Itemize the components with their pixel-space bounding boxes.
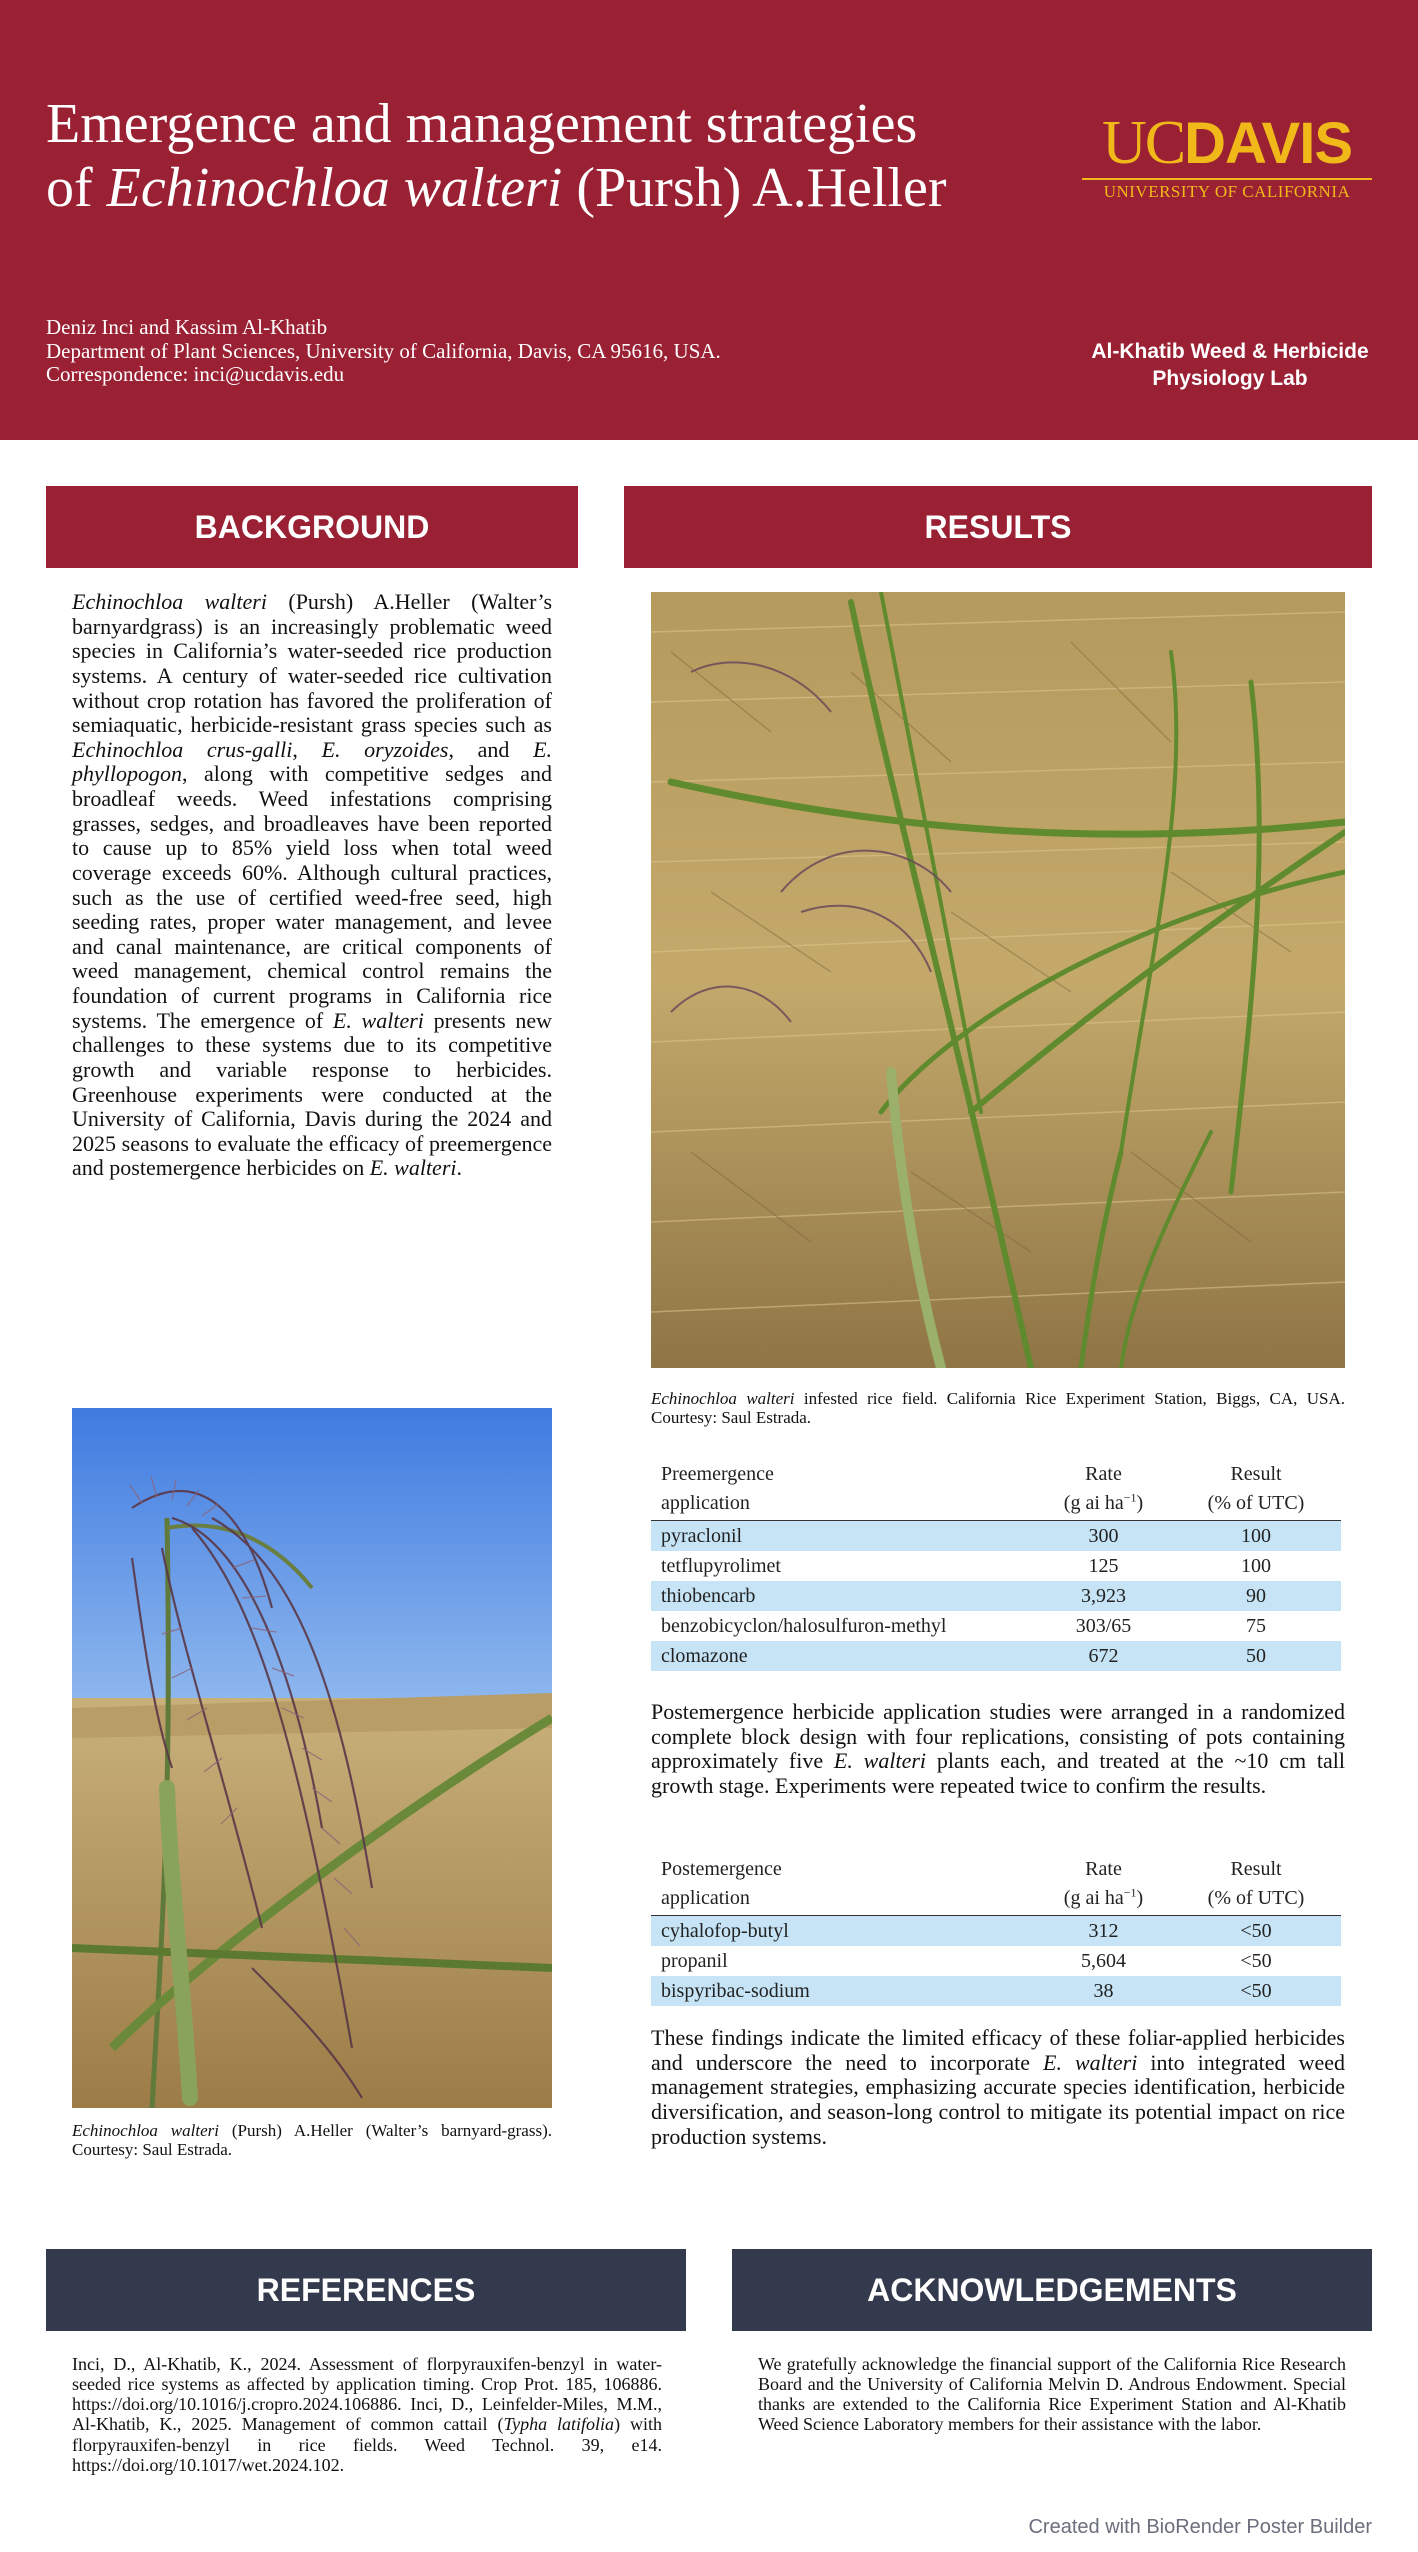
ucdavis-logo: UCDAVIS UNIVERSITY OF CALIFORNIA <box>1082 112 1372 202</box>
text-run: , and <box>448 736 534 762</box>
text-run: Inci, D., Al-Khatib, K., 2024. Assessment of florpyrauxifen-benzyl in water-seeded rice systems as affected by application timing. Crop Prot. 185, 106886. https://doi.org/10.1016/j.cropro.2024.106886. Inci, D., Leinfelder-Miles, M.M., Al-Khatib, K., 2025. Management of common cattail ( <box>72 2354 662 2435</box>
column-header-application: Postemergence application <box>661 1858 782 1909</box>
table-row: benzobicyclon/halosulfuron-methyl 303/65 75 <box>661 1614 1266 1637</box>
lab-name: Al-Khatib Weed & Herbicide Physiology Lab <box>1091 340 1369 391</box>
column-header-result: Result (% of UTC) <box>1207 1463 1305 1514</box>
infested-rice-field-image <box>651 592 1345 1368</box>
references-text <box>72 2354 662 2475</box>
infested-field-photo <box>651 592 1345 1368</box>
barnyardgrass-photo <box>72 1408 552 2108</box>
postemergence-table <box>651 1855 1341 2006</box>
italic-term: E. oryzoides <box>321 736 449 762</box>
preemergence-table <box>651 1460 1341 1671</box>
text-run: Postemergence herbicide application studies were arranged in a randomized complete block design with four replications, consisting of pots containing approximately five <box>651 1699 1345 1774</box>
author-block <box>46 316 946 387</box>
references-heading: REFERENCES <box>46 2249 686 2331</box>
column-header-rate: Rate (g ai $ha^{-1}$) <box>1063 1858 1144 1909</box>
column-header-rate: Rate (g ai $ha^{-1}$) <box>1063 1463 1144 1514</box>
text-run: These findings indicate the limited efficacy of these foliar-applied herbicides and underscore the need to incorporate <box>651 2025 1345 2075</box>
correspondence: Correspondence: inci@ucdavis.edu <box>46 362 345 387</box>
table-row: pyraclonil 300 100 <box>651 1521 1341 1552</box>
results-heading: RESULTS <box>624 486 1372 568</box>
text-run: ) with florpyrauxifen-benzyl in rice fields. Weed Technol. 39, e14. https://doi.org/10.1017/wet.2024.102. <box>72 2414 662 2475</box>
column-header-result: Result (% of UTC) <box>1207 1858 1305 1909</box>
table-row: cyhalofop-butyl 312 <50 <box>651 1916 1341 1947</box>
results-photo-caption: Echinochloa walteri infested rice field. California Rice Experiment Station, Biggs, CA, USA. Courtesy: Saul Estrada. <box>651 1389 1346 1427</box>
italic-term: E. phyllopogon <box>72 736 553 787</box>
table-row: clomazone 672 50 <box>651 1641 1341 1671</box>
affiliation: Department of Plant Sciences, University of California, Davis, CA 95616, USA. <box>46 338 721 363</box>
poster-title: Emergence and management strategies of Echinochloa walteri (Pursh) A.Heller <box>46 93 947 220</box>
italic-term: E. walteri <box>369 1155 457 1181</box>
text-run: (Pursh) A.Heller (Walter’s barnyardgrass) is an increasingly problematic weed species in California’s water-seeded rice production systems. A century of water-seeded rice cultivation without crop rotation has favored the proliferation of semiaquatic, herbicide-resistant grass species such as <box>72 589 552 738</box>
italic-term: Echinochloa walteri <box>72 589 267 614</box>
acknowledgements-text: We gratefully acknowledge the financial support of the California Rice Research Board and the University of California Melvin D. Androus Endowment. Special thanks are extended to the California Rice Experiment Station and Al-Khatib Weed Science Laboratory members for their assistance with the labor. <box>758 2354 1346 2435</box>
background-heading: BACKGROUND <box>46 486 578 568</box>
table-row: thiobencarb 3,923 90 <box>651 1581 1341 1611</box>
table-row: bispyribac-sodium 38 <50 <box>651 1976 1341 2006</box>
italic-term: Echinochloa crus-galli <box>72 736 293 762</box>
italic-term: E. walteri <box>833 1748 927 1774</box>
text-run: presents new challenges to these systems due to its competitive growth and variable response to herbicides. Greenhouse experiments were conducted at the University of California, Davis during the 2024 and 2025 seasons to evaluate the efficacy of preemergence and postemergence herbicides on <box>72 1007 553 1181</box>
poster-header <box>0 0 1418 440</box>
author-names: Deniz Inci and Kassim Al-Khatib <box>46 315 328 339</box>
postemergence-methods-text <box>651 1700 1345 1799</box>
table-row: tetflupyrolimet 125 100 <box>661 1554 1271 1577</box>
table-row: propanil 5,604 <50 <box>661 1949 1272 1972</box>
italic-term: E. walteri <box>332 1007 424 1033</box>
background-photo-caption: Echinochloa walteri (Pursh) A.Heller (Walter’s barnyard-grass). Courtesy: Saul Estrada. <box>72 2121 552 2159</box>
acknowledgements-heading: ACKNOWLEDGEMENTS <box>732 2249 1372 2331</box>
italic-term: Typha latifolia <box>503 2414 615 2435</box>
background-text <box>72 590 552 1181</box>
conclusion-text <box>651 2026 1345 2149</box>
text-run: . <box>456 1155 462 1181</box>
biorender-credit: Created with BioRender Poster Builder <box>1028 2516 1372 2538</box>
column-header-application: Preemergence application <box>661 1463 774 1514</box>
table-header-row <box>651 1855 1341 1916</box>
italic-term: E. walteri <box>1043 2049 1138 2075</box>
text-run: plants each, and treated at the ~10 cm tall growth stage. Experiments were repeated twice to confirm the results. <box>651 1748 1346 1798</box>
text-run: , along with competitive sedges and broadleaf weeds. Weed infestations comprising grasses, sedges, and broadleaves have been reported to cause up to 85% yield loss when total weed coverage exceeds 60%. Although cultural practices, such as the use of certified weed-free seed, high seeding rates, proper water management, and levee and canal maintenance, are critical components of weed management, chemical control remains the foundation of current programs in California rice systems. The emergence of <box>72 761 552 1033</box>
barnyardgrass-seedhead-image <box>72 1408 552 2108</box>
table-header-row <box>651 1460 1341 1521</box>
text-run: into integrated weed management strategies, emphasizing accurate species identification, herbicide diversification, and season-long control to mitigate its potential impact on rice production systems. <box>651 2049 1345 2149</box>
text-run: , <box>292 736 322 762</box>
